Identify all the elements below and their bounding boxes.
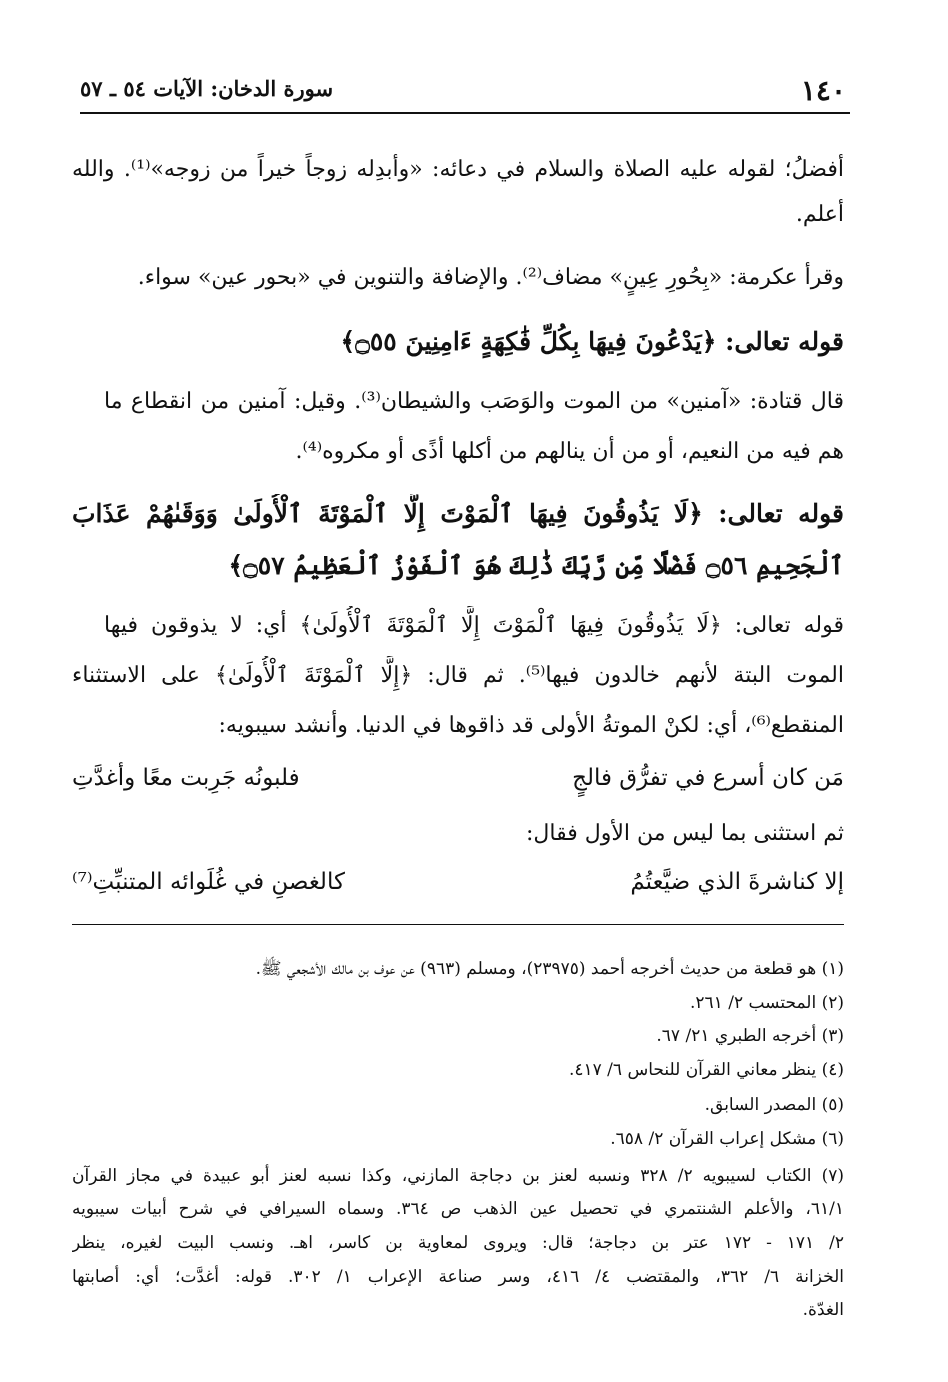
footnote-continuation: ٦١/١، والأعلم الشنتمري في تحصيل عين الذهب ص ٣٦٤. وسماه السيرافي في شرح أبيات سيبويه (72, 1199, 844, 1219)
footnote: (٦) مشكل إعراب القرآن ٢/ ٦٥٨. (610, 1129, 844, 1149)
footnote: (٧) الكتاب لسيبويه ٢/ ٣٢٨ ونسبه لعنز بن دجاجة المازني، وكذا نسبه لعنز أبو عبيدة في مجاز القرآن (72, 1166, 844, 1186)
footnote: (١) هو قطعة من حديث أخرجه أحمد (٢٣٩٧٥)، ومسلم (٩٦٣) عن عوف بن مالك الأشجعي ﷺ. (255, 959, 844, 979)
footnote-continuation: الغدّة. (802, 1300, 844, 1320)
body-line: أعلم. (795, 202, 844, 227)
running-header (80, 70, 850, 114)
footnote: (٢) المحتسب ٢/ ٢٦١. (689, 993, 844, 1013)
body-line: قوله تعالى: ﴿لَا يَذُوقُونَ فِيهَا ٱلْمَوْتَ إِلَّا ٱلْمَوْتَةَ ٱلْأُولَىٰ﴾ أي: لا يذوقون فيها (104, 613, 844, 638)
page-number: ١٤٠ (800, 74, 846, 107)
footnote-continuation: الخزانة ٦/ ٣٦٢، والمقتضب ٤/ ٤١٦، وسر صناعة الإعراب ١/ ٣٠٢. قوله: أغدَّت؛ أي: أصابتها (72, 1267, 844, 1287)
body-line: قال قتادة: «آمنين» من الموت والوَصَب والشيطان⁽³⁾. وقيل: آمنين من انقطاع ما (104, 389, 844, 414)
footnote: (٥) المصدر السابق. (704, 1095, 844, 1115)
body-line: الموت البتة لأنهم خالدون فيها⁽⁵⁾. ثم قال: ﴿إِلَّا ٱلْمَوْتَةَ ٱلْأُولَىٰ﴾ على الاستثناء (72, 663, 844, 688)
poem-hemistich: إلا كناشرةَ الذي ضيَّعتُمُ (630, 869, 844, 895)
footnote-continuation: ٢/ ١٧١ - ١٧٢ عتر بن دجاجة؛ قال: ويروى لمعاوية بن كاسر، اهـ. ونسب البيت لغيره، ينظر (72, 1233, 844, 1253)
body-line: وقرأ عكرمة: «بِحُورِ عِينٍ» مضاف⁽²⁾. والإضافة والتنوين في «بحور عين» سواء. (137, 265, 844, 290)
footnote: (٣) أخرجه الطبري ٢١/ ٦٧. (656, 1026, 844, 1046)
verse-heading: ٱلْجَحِيمِ ۝٥٦ فَضْلًا مِّن رَّبِّكَ ذَٰلِكَ هُوَ ٱلْفَوْزُ ٱلْعَظِيمُ ۝٥٧﴾ (228, 551, 844, 580)
footnote-separator (72, 924, 844, 925)
poem-hemistich: مَن كان أسرع في تفرُّق فالجٍ (572, 765, 844, 791)
poem-hemistich: كالغصنِ في غُلَوائه المتنبِّتِ⁽⁷⁾ (72, 869, 345, 895)
footnote: (٤) ينظر معاني القرآن للنحاس ٦/ ٤١٧. (568, 1060, 844, 1080)
body-line: ثم استثنى بما ليس من الأول فقال: (525, 821, 844, 846)
body-line: هم فيه من النعيم، أو من أن ينالهم من أكلها أذًى أو مكروه⁽⁴⁾. (295, 439, 844, 464)
running-title: سورة الدخان: الآيات ٥٤ ـ ٥٧ (80, 76, 334, 101)
verse-heading: قوله تعالى: ﴿يَدْعُونَ فِيهَا بِكُلِّ فَٰكِهَةٍ ءَامِنِينَ ۝٥٥﴾ (340, 327, 844, 356)
body-line: المنقطع⁽⁶⁾، أي: لكنْ الموتةُ الأولى قد ذاقوها في الدنيا. وأنشد سيبويه: (218, 713, 844, 738)
poem-hemistich: فلبونُه جَرِبت معًا وأغدَّتِ (72, 765, 300, 791)
verse-heading: قوله تعالى: ﴿لَا يَذُوقُونَ فِيهَا ٱلْمَوْتَ إِلَّا ٱلْمَوْتَةَ ٱلْأُولَىٰ وَوَقَىٰهُمْ عَذَابَ (72, 499, 844, 528)
body-line: أفضلُ؛ لقوله عليه الصلاة والسلام في دعائه: «وأبدِله زوجاً خيراً من زوجه»⁽¹⁾. والله (72, 157, 844, 182)
